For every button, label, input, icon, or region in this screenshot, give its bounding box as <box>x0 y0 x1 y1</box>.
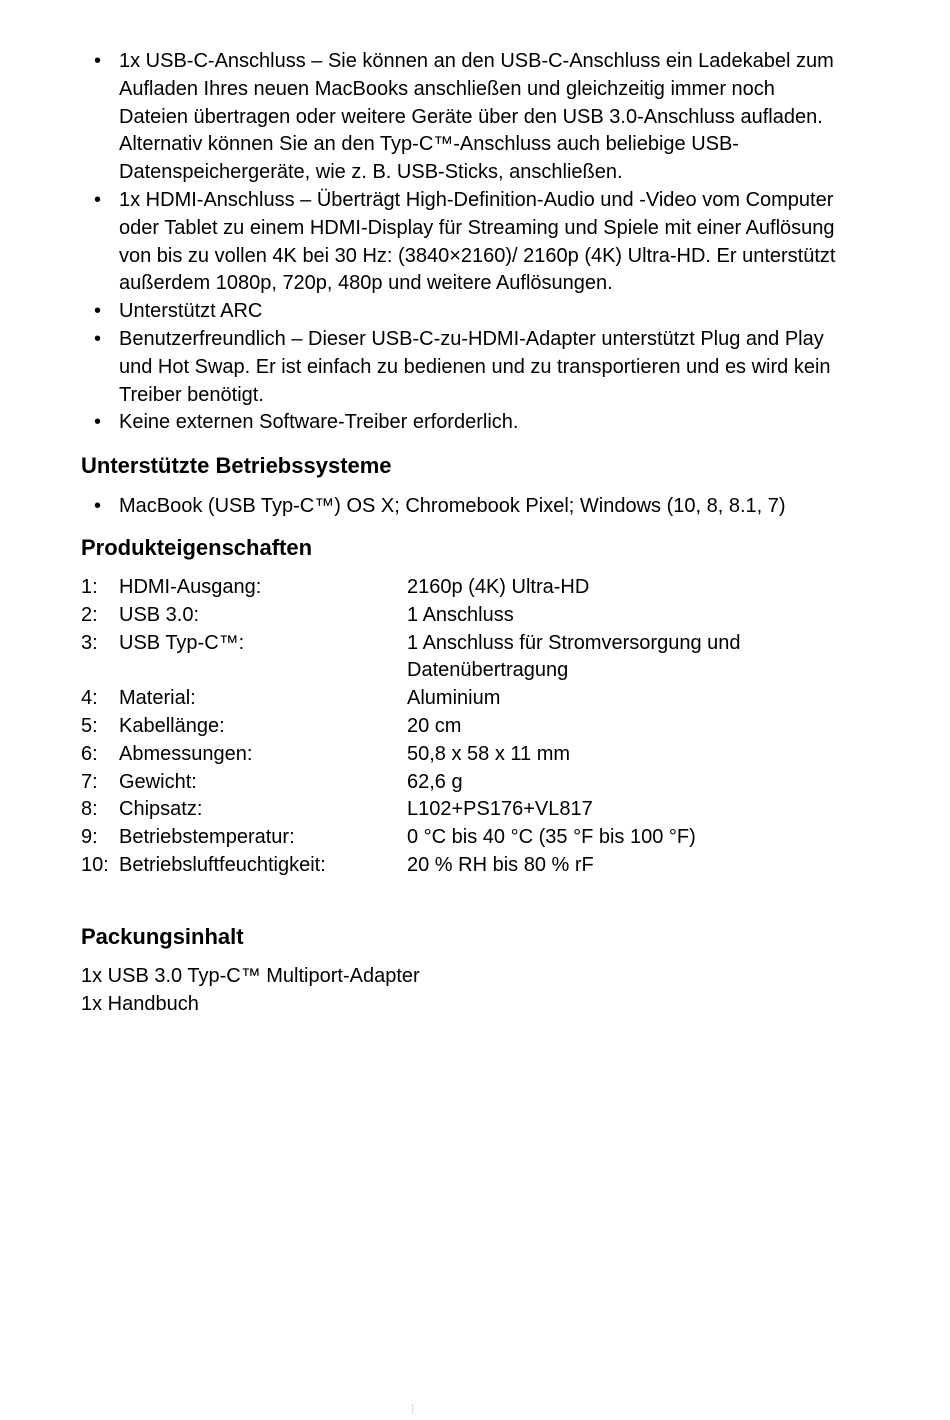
row-number: 10: <box>81 853 109 876</box>
row-number: 5: <box>81 714 98 737</box>
package-heading: Packungsinhalt <box>81 923 244 949</box>
row-number: 8: <box>81 798 98 821</box>
bullet-icon: • <box>94 411 102 434</box>
table-row <box>81 685 827 713</box>
row-label: USB 3.0: <box>119 603 200 626</box>
table-row <box>81 713 827 741</box>
bullet-icon: • <box>94 495 102 518</box>
table-row <box>81 741 827 769</box>
row-number: 9: <box>81 826 98 849</box>
table-row <box>81 852 827 880</box>
row-label: USB Typ-C™: <box>119 631 245 654</box>
table-row <box>81 602 827 630</box>
list-item <box>81 326 841 409</box>
feature-text: 1x HDMI-Anschluss – Überträgt High-Definition-Audio und -Video vom Computer oder Tablet zu einem HDMI-Display für Streaming und Spiele mit einer Auflösung von bis zu vollen 4K bei 30 Hz: (3840×2160)/ 2160p (4K) Ultra-HD. Er unterstützt außerdem 1080p, 720p, 480p und weitere Auflösungen. <box>119 188 836 295</box>
row-number: 7: <box>81 770 98 793</box>
row-label: Material: <box>119 687 196 710</box>
row-number: 3: <box>81 631 98 654</box>
table-row <box>81 796 827 824</box>
table-row <box>81 574 827 602</box>
row-label: Kabellänge: <box>119 714 225 737</box>
document-page <box>81 48 841 1018</box>
row-value: 0 °C bis 40 °C (35 °F bis 100 °F) <box>407 826 696 849</box>
list-item <box>81 187 841 298</box>
row-value: 1 Anschluss <box>407 603 514 626</box>
table-row <box>81 824 827 852</box>
row-number: 2: <box>81 603 98 626</box>
bullet-icon: • <box>94 188 102 211</box>
row-label: Abmessungen: <box>119 742 253 765</box>
row-value: 20 cm <box>407 714 462 737</box>
row-value: Aluminium <box>407 687 501 710</box>
table-row <box>81 769 827 797</box>
os-heading: Unterstützte Betriebssysteme <box>81 453 392 479</box>
bullet-icon: • <box>94 50 102 72</box>
row-number: 4: <box>81 687 98 710</box>
feature-text: Benutzerfreundlich – Dieser USB-C-zu-HDMI-Adapter unterstützt Plug and Play und Hot Swap. Er ist einfach zu bedienen und zu transportieren und es wird kein Treiber benötigt. <box>119 327 831 406</box>
package-item: 1x USB 3.0 Typ-C™ Multiport-Adapter <box>81 964 420 987</box>
row-label: Gewicht: <box>119 770 197 793</box>
row-value: L102+PS176+VL817 <box>407 798 593 821</box>
bullet-icon: • <box>94 300 102 323</box>
os-text: MacBook (USB Typ-C™) OS X; Chromebook Pixel; Windows (10, 8, 8.1, 7) <box>119 495 786 518</box>
list-item <box>81 409 841 437</box>
row-label: HDMI-Ausgang: <box>119 575 262 598</box>
row-value: 20 % RH bis 80 % rF <box>407 853 594 876</box>
row-label: Betriebstemperatur: <box>119 826 295 849</box>
feature-text: 1x USB-C-Anschluss – Sie können an den USB-C-Anschluss ein Ladekabel zum Aufladen Ihres neuen MacBooks anschließen und gleichzeitig immer noch Dateien übertragen oder weitere Geräte über den USB 3.0-Anschluss aufladen. Alternativ können Sie an den Typ-C™-Anschluss auch beliebige USB-Datenspeichergeräte, wie z. B. USB-Sticks, anschließen. <box>119 50 834 184</box>
os-list <box>81 493 841 521</box>
feature-text: Unterstützt ARC <box>119 300 263 323</box>
row-number: 1: <box>81 575 98 598</box>
list-item <box>81 48 841 187</box>
list-item <box>81 298 841 326</box>
properties-table <box>81 574 827 880</box>
page-edge-mark: ┆ <box>410 1404 416 1414</box>
package-item: 1x Handbuch <box>81 992 199 1015</box>
bullet-icon: • <box>94 327 102 350</box>
row-label: Chipsatz: <box>119 798 203 821</box>
table-row <box>81 630 827 686</box>
properties-heading: Produkteigenschaften <box>81 534 313 560</box>
row-value: 50,8 x 58 x 11 mm <box>407 742 571 765</box>
row-value: 62,6 g <box>407 770 463 793</box>
feature-list <box>81 48 841 437</box>
row-value: 1 Anschluss für Stromversorgung und Datenübertragung <box>407 631 741 682</box>
feature-text: Keine externen Software-Treiber erforderlich. <box>119 411 519 434</box>
row-value: 2160p (4K) Ultra-HD <box>407 575 590 598</box>
row-number: 6: <box>81 742 98 765</box>
row-label: Betriebsluftfeuchtigkeit: <box>119 853 326 876</box>
list-item <box>81 493 841 521</box>
